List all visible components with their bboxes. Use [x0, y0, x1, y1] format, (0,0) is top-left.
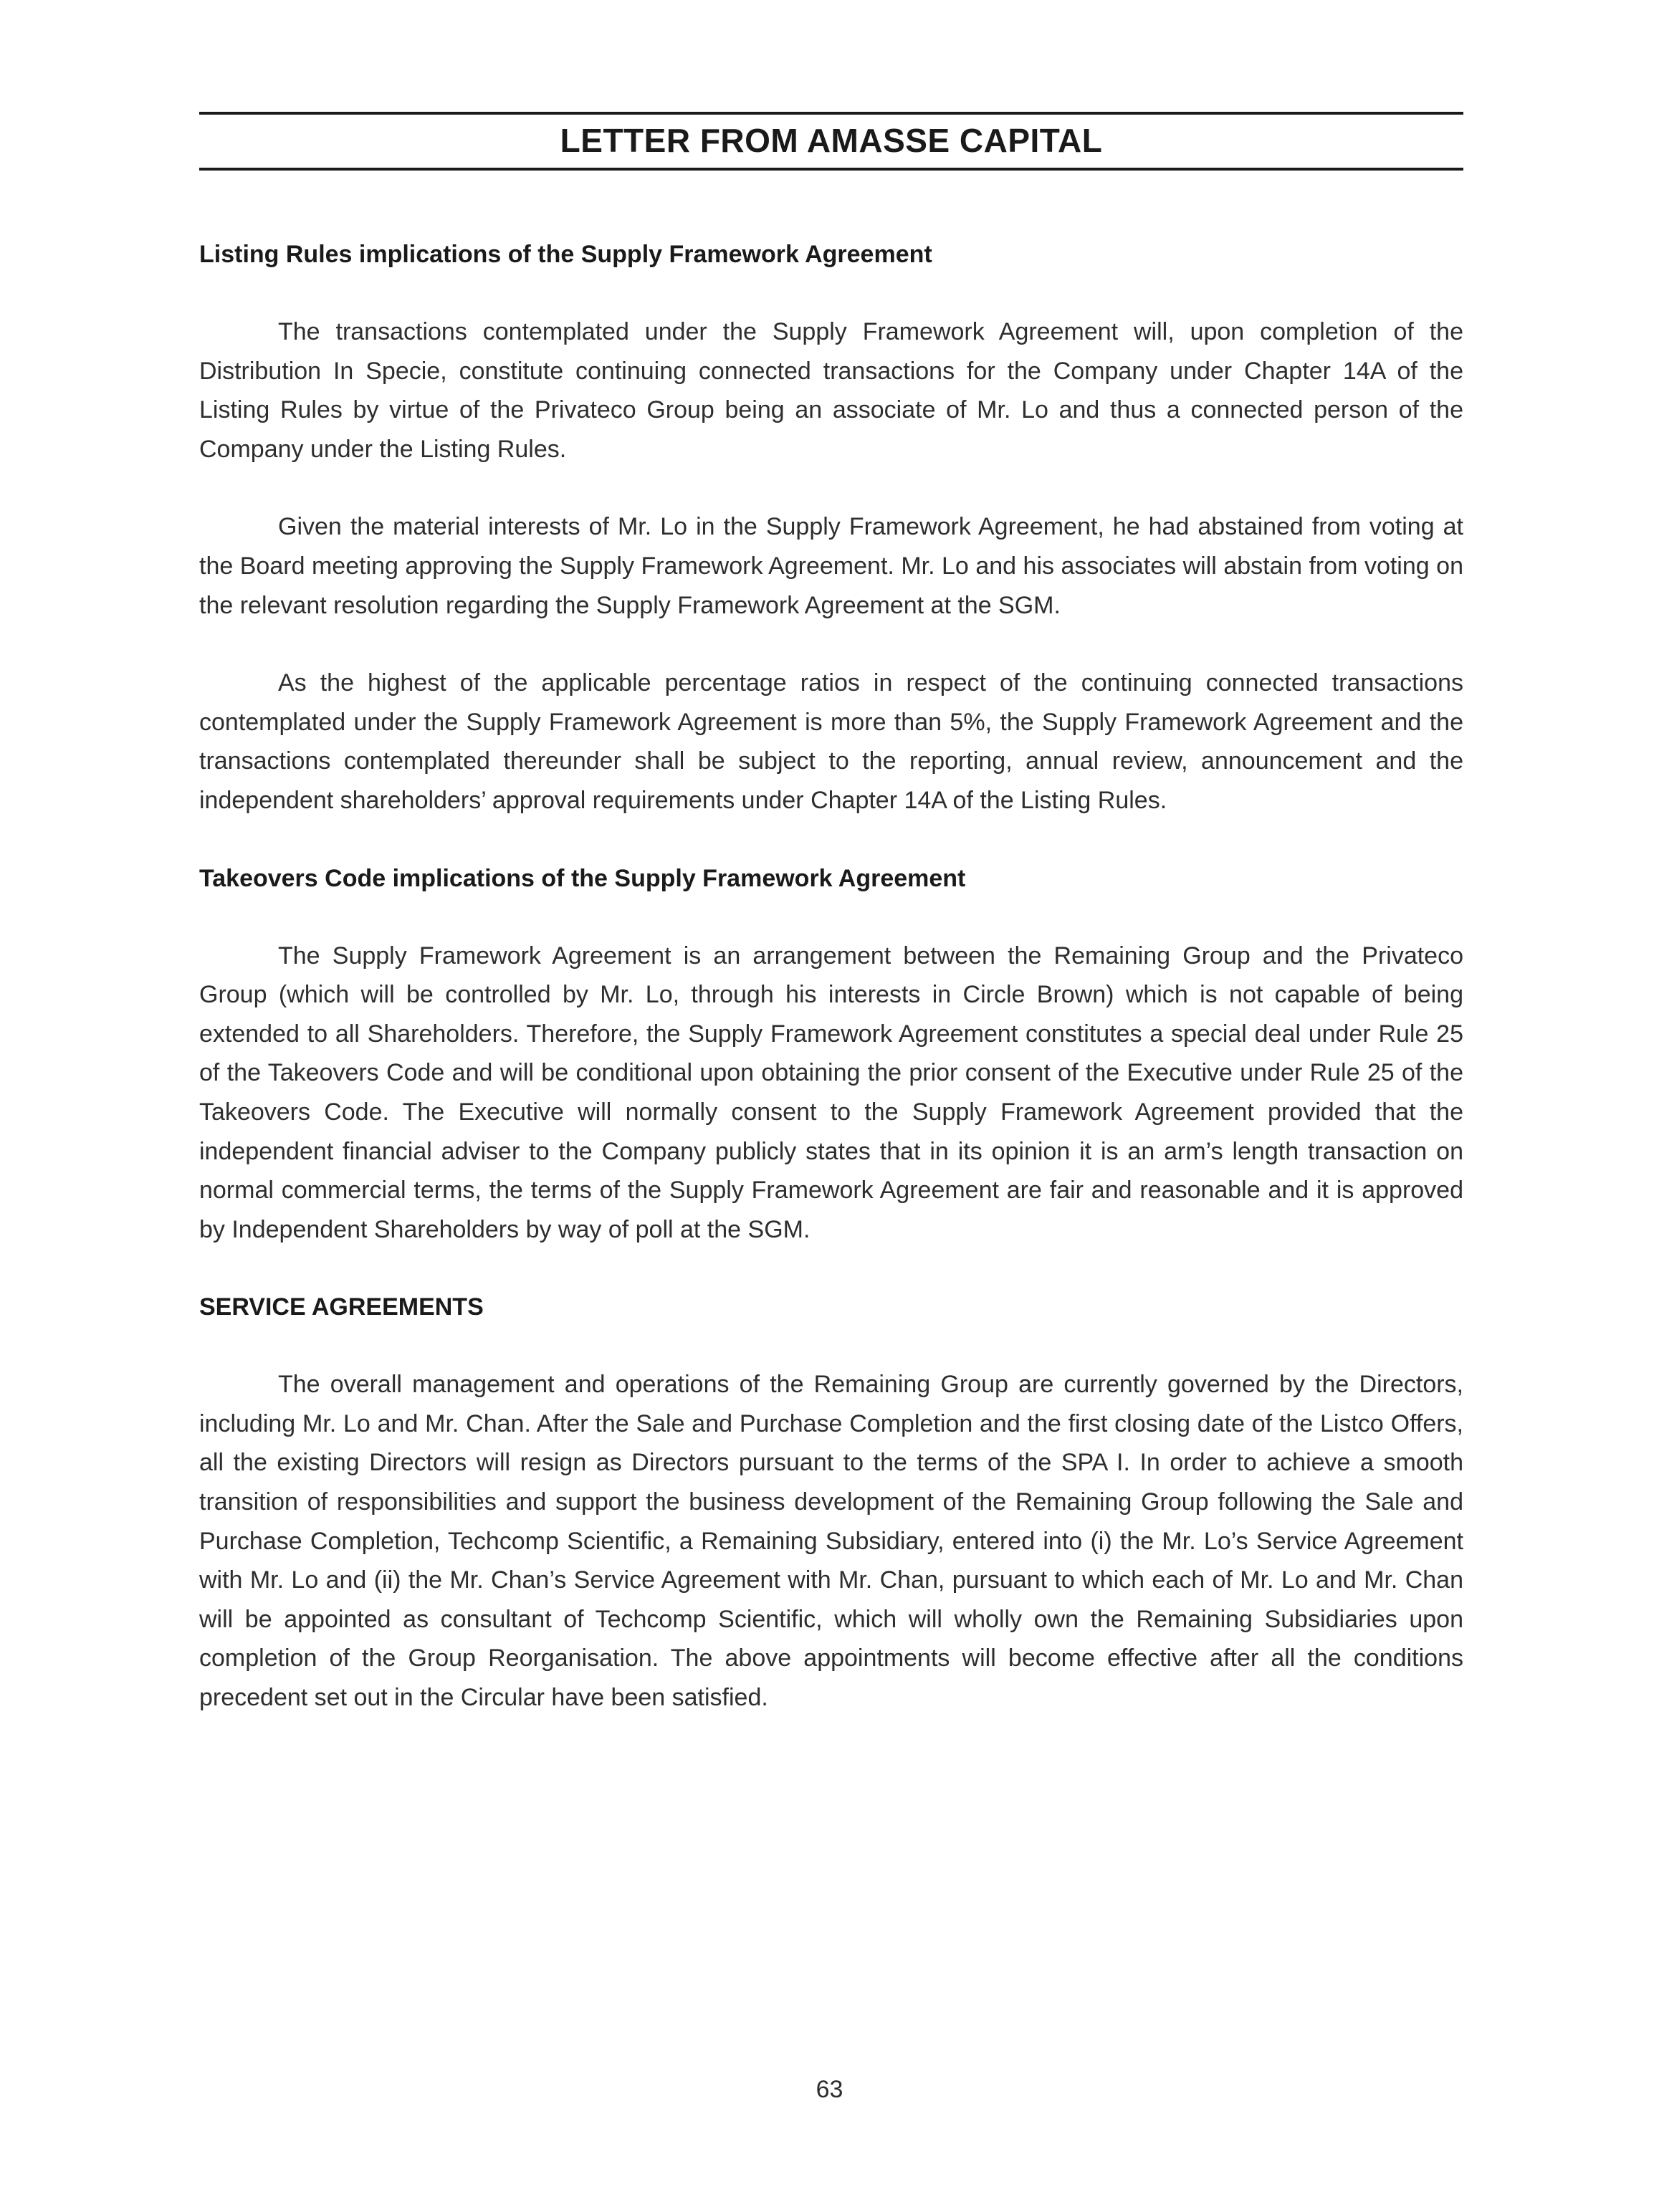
section-heading: SERVICE AGREEMENTS [199, 1293, 484, 1321]
section-takeovers-code [199, 859, 1463, 1250]
section-service-agreements [199, 1288, 1463, 1717]
section-heading: Takeovers Code implications of the Supply Framework Agreement [199, 864, 966, 892]
paragraph: Given the material interests of Mr. Lo in the Supply Framework Agreement, he had abstained from voting at the Board meeting approving the Supply Framework Agreement. Mr. Lo and his associates will abstain from voting on the relevant resolution regarding the Supply Framework Agreement at the SGM. [199, 513, 1463, 619]
paragraph: The Supply Framework Agreement is an arrangement between the Remaining Group and the Privateco Group (which will be controlled by Mr. Lo, through his interests in Circle Brown) which is not capable of being extended to all Shareholders. Therefore, the Supply Framework Agreement constitutes a special deal under Rule 25 of the Takeovers Code and will be conditional upon obtaining the prior consent of the Executive under Rule 25 of the Takeovers Code. The Executive will normally consent to the Supply Framework Agreement provided that the independent financial adviser to the Company publicly states that in its opinion it is an arm’s length transaction on normal commercial terms, the terms of the Supply Framework Agreement are fair and reasonable and it is approved by Independent Shareholders by way of poll at the SGM. [199, 942, 1463, 1243]
page-number: 63 [816, 2076, 843, 2103]
paragraph: The transactions contemplated under the Supply Framework Agreement will, upon completion of the Distribution In Specie, constitute continuing connected transactions for the Company under Chapter 14A of the Listing Rules by virtue of the Privateco Group being an associate of Mr. Lo and thus a connected person of the Company under the Listing Rules. [199, 318, 1463, 463]
header-rule-top [199, 112, 1463, 115]
paragraph: The overall management and operations of the Remaining Group are currently governed by the Directors, including Mr. Lo and Mr. Chan. After the Sale and Purchase Completion and the first closing date of the Listco Offers, all the existing Directors will resign as Directors pursuant to the terms of the SPA I. In order to achieve a smooth transition of responsibilities and support the business development of the Remaining Group following the Sale and Purchase Completion, Techcomp Scientific, a Remaining Subsidiary, entered into (i) the Mr. Lo’s Service Agreement with Mr. Lo and (ii) the Mr. Chan’s Service Agreement with Mr. Chan, pursuant to which each of Mr. Lo and Mr. Chan will be appointed as consultant of Techcomp Scientific, which will wholly own the Remaining Subsidiaries upon completion of the Group Reorganisation. The above appointments will become effective after all the conditions precedent set out in the Circular have been satisfied. [199, 1371, 1463, 1712]
page-title: LETTER FROM AMASSE CAPITAL [560, 122, 1103, 159]
document-body [199, 235, 1463, 1756]
section-listing-rules [199, 235, 1463, 820]
paragraph: As the highest of the applicable percentage ratios in respect of the continuing connected transactions contemplated under the Supply Framework Agreement is more than 5%, the Supply Framework Agreement and the transactions contemplated thereunder shall be subject to the reporting, annual review, announcement and the independent shareholders’ approval requirements under Chapter 14A of the Listing Rules. [199, 669, 1463, 814]
header-rule-bottom [199, 168, 1463, 171]
section-heading: Listing Rules implications of the Supply Framework Agreement [199, 241, 932, 268]
